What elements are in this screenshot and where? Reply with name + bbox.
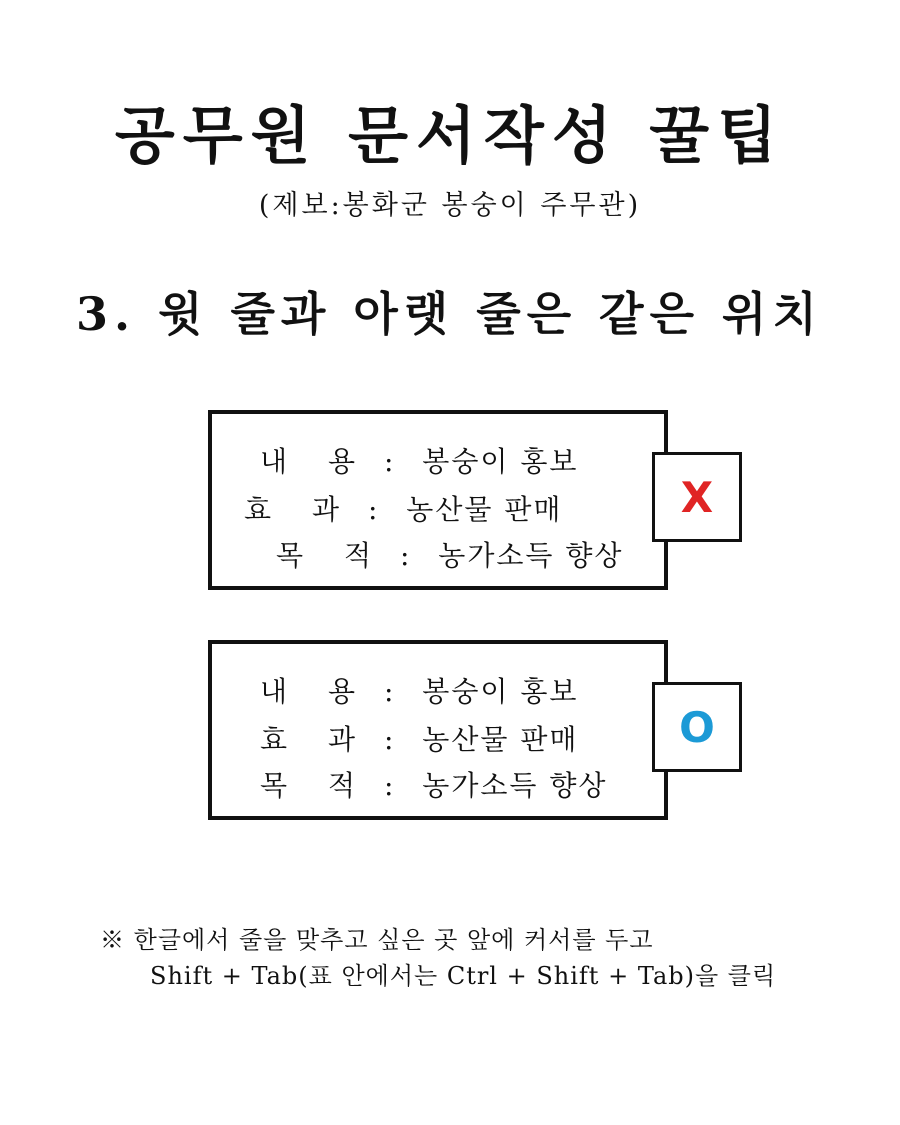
wrong-example-box (208, 410, 668, 590)
right-example-line-purpose: 목 적 : 농가소득 향상 (260, 769, 608, 802)
x-mark-icon: X (680, 472, 714, 522)
section-heading: 3. 윗 줄과 아랫 줄은 같은 위치 (76, 287, 823, 341)
o-mark-icon: O (679, 702, 715, 752)
wrong-example-line-purpose: 목 적 : 농가소득 향상 (276, 539, 624, 572)
right-mark-badge (652, 682, 742, 772)
right-example-line-effect: 효 과 : 농산물 판매 (260, 723, 579, 756)
usage-note-line-2: Shift + Tab(표 안에서는 Ctrl + Shift + Tab)을 클릭 (150, 962, 777, 990)
usage-note-line-1: ※ 한글에서 줄을 맞추고 싶은 곳 앞에 커서를 두고 (100, 926, 654, 954)
right-example-line-content: 내 용 : 봉숭이 홍보 (260, 675, 579, 708)
usage-note (100, 922, 860, 994)
right-example-box (208, 640, 668, 820)
page-title: 공무원 문서작성 꿀팁 (114, 99, 786, 172)
wrong-example-line-effect: 효 과 : 농산물 판매 (244, 493, 563, 526)
page-subtitle: (제보:봉화군 봉숭이 주무관) (258, 190, 642, 221)
wrong-example-line-content: 내 용 : 봉숭이 홍보 (260, 445, 579, 478)
wrong-mark-badge (652, 452, 742, 542)
